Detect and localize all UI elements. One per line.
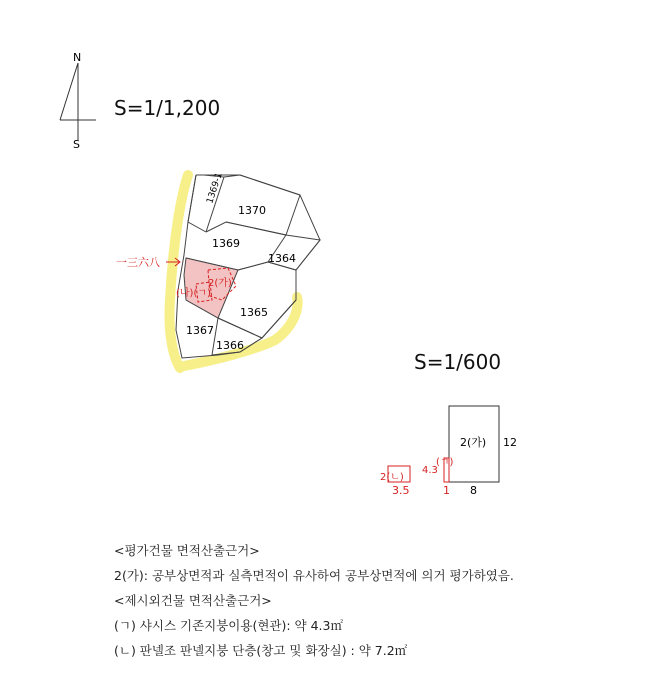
annex-na-label: 2(ㄴ): [380, 472, 404, 483]
parcel-1369: 1369: [212, 237, 240, 250]
main-scale-label: S=1/1,200: [114, 96, 221, 120]
parcel-1364: 1364: [268, 252, 296, 265]
notes-line-annex-ga: (ㄱ) 샤시스 기존지붕이용(현관): 약 4.3㎡: [114, 618, 343, 633]
parcel-1369-1: 1369-1: [205, 171, 225, 205]
building-ga-label: 2(가): [208, 278, 232, 289]
north-label: N: [73, 51, 82, 64]
subject-parcel-number: 一三六八: [116, 256, 160, 269]
area-calculation-notes: [114, 538, 514, 663]
parcel-1367: 1367: [186, 324, 214, 337]
building-na-label: (나)(ㄱ): [176, 288, 211, 299]
notes-line-annex-na: (ㄴ) 판넬조 판넬지붕 단층(창고 및 화장실) : 약 7.2㎡: [114, 643, 408, 658]
main-building-width: 8: [470, 484, 477, 497]
parcel-1366: 1366: [216, 339, 244, 352]
parcel-1365: 1365: [240, 306, 268, 319]
parcel-1370: 1370: [238, 204, 266, 217]
detail-scale-label: S=1/600: [414, 350, 502, 374]
notes-line-appraised: 2(가): 공부상면적과 실측면적이 유사하여 공부상면적에 의거 평가하였음.: [114, 568, 514, 583]
south-label: S: [73, 138, 80, 148]
annex-na-width: 3.5: [392, 484, 410, 497]
annex-ga-label: (ㄱ): [436, 457, 454, 468]
main-building-height: 12: [503, 436, 517, 449]
notes-heading-other: <제시외건물 면적산출근거>: [114, 593, 272, 608]
annex-ga-width: 1: [443, 484, 450, 497]
main-building-label: 2(가): [460, 436, 487, 449]
notes-heading-appraised: <평가건물 면적산출근거>: [114, 543, 260, 558]
annex-ga-height: 4.3: [422, 465, 438, 476]
